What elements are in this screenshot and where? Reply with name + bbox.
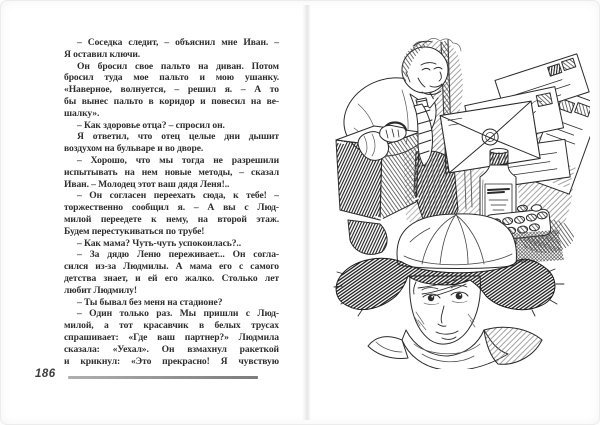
text-line: сился из-за Людмилы. А мама его с самого <box>64 261 279 273</box>
text-line: любит Людмилу! <box>64 284 137 296</box>
body-text <box>64 37 279 367</box>
text-line: милой переедете к нему, на второй этаж. <box>64 213 279 225</box>
text-line: торжественно сообщил я. – А вы с Люд- <box>64 202 279 214</box>
text-line: – Хорошо, что мы тогда не разрешили <box>77 154 279 166</box>
text-line: – Соседка следит, – объяснил мне Иван. – <box>77 37 279 48</box>
book-illustration <box>318 24 590 369</box>
footer-rule <box>68 376 258 379</box>
text-line: Иван. – Молодец этот ваш дядя Леня!.. <box>64 178 230 190</box>
text-line: Я оставил ключи. <box>64 48 141 60</box>
text-line: бы вынес пальто в коридор и повесил на ве- <box>64 95 279 107</box>
text-line: и крикнул: «Это прекрасно! Я чувствую <box>64 355 279 367</box>
text-line: – Ты бывал без меня на стадионе? <box>77 296 223 308</box>
text-line: детства знает, и ей его жалко. Столько лет <box>64 272 279 284</box>
text-line: спрашивает: «Где ваш партнер?» Людмила <box>64 331 279 343</box>
text-line: бросил туда мое пальто и мою ушанку. <box>64 72 279 84</box>
text-line: сказала: «Уехал». Он взмахнул ракеткой <box>64 343 279 355</box>
text-line: воздухом на бульваре и во дворе. <box>64 143 204 155</box>
text-line: Я ответил, что отец целые дни дышит <box>77 131 279 143</box>
text-line: шалку». <box>64 107 100 119</box>
text-line: – Как мама? Чуть-чуть успокоилась?.. <box>77 237 242 249</box>
text-line: испытывать на нем новые методы, – сказал <box>64 166 279 178</box>
page-number: 186 <box>35 368 56 380</box>
page-gutter <box>302 5 311 420</box>
text-line: милой, а тот красавчик в белых трусах <box>64 320 279 332</box>
text-line: – Он согласен переехать сюда, к тебе! – <box>77 190 279 202</box>
text-line: – Как здоровье отца? – спросил он. <box>77 119 225 131</box>
text-line: – Один только раз. Мы пришли с Люд- <box>77 308 279 320</box>
text-line: Он бросил свое пальто на диван. Потом <box>77 60 279 72</box>
text-line: Будем перестукиваться по трубе! <box>64 225 205 237</box>
text-line: «Наверное, волнуется, – решил я. – А то <box>64 84 279 96</box>
text-line: – За дядю Леню переживает... Он согла- <box>77 249 279 261</box>
